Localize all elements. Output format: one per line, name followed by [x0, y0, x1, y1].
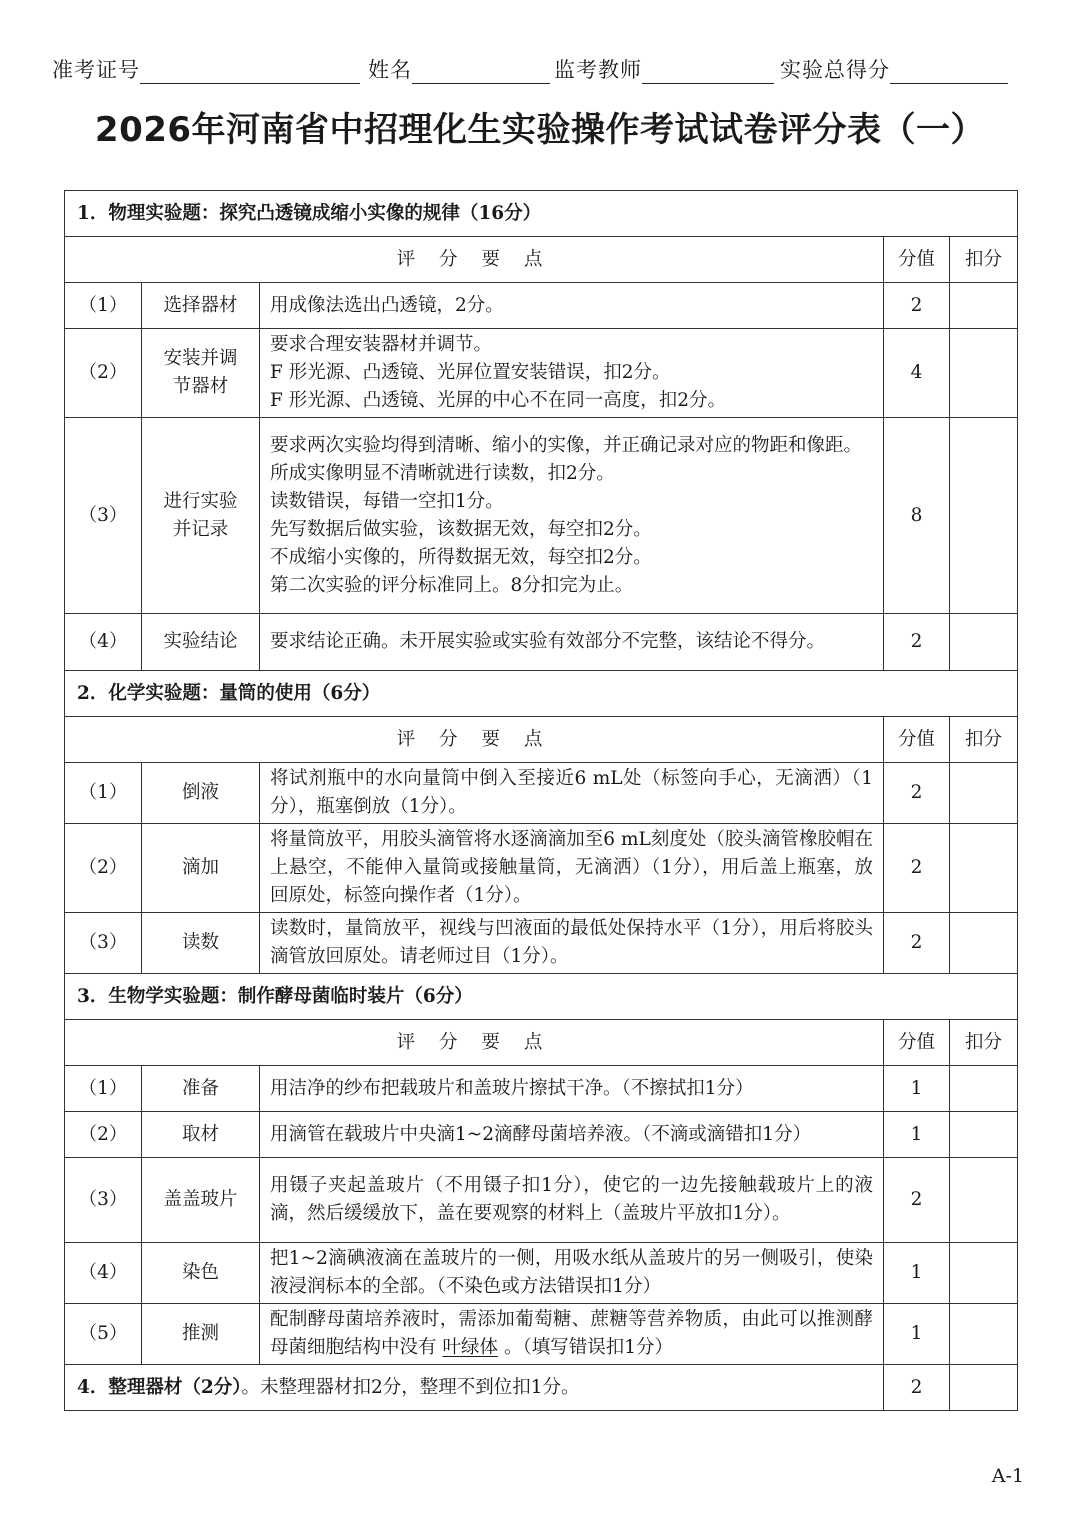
section-row — [65, 974, 1018, 1020]
table-row — [65, 1066, 1018, 1112]
deduct-cell[interactable] — [950, 1365, 1018, 1411]
deduct-cell[interactable] — [950, 824, 1018, 913]
table-row — [65, 614, 1018, 671]
row-criteria — [260, 824, 884, 913]
criteria-line: 用滴管在载玻片中央滴1~2滴酵母菌培养液。（不滴或滴错扣1分） — [270, 1123, 812, 1145]
row-number: （1） — [65, 763, 142, 824]
criteria-line: 把1~2滴碘液滴在盖玻片的一侧，用吸水纸从盖玻片的另一侧吸引，使染液浸润标本的全部。（不染色或方法错误扣1分） — [270, 1248, 873, 1297]
header-value: 分值 — [884, 717, 950, 763]
criteria-line: 读数时，量筒放平，视线与凹液面的最低处保持水平（1分），用后将胶头滴管放回原处。请老师过目（1分）。 — [270, 918, 873, 967]
header-value: 分值 — [884, 237, 950, 283]
criteria-line: 用成像法选出凸透镜，2分。 — [270, 294, 504, 316]
row-number: （3） — [65, 913, 142, 974]
deduct-cell[interactable] — [950, 1066, 1018, 1112]
row-number: （3） — [65, 418, 142, 614]
header-deduct: 扣分 — [950, 237, 1018, 283]
criteria-line: 将试剂瓶中的水向量筒中倒入至接近6 mL处（标签向手心，无滴洒）（1分），瓶塞倒放（1分）。 — [270, 768, 873, 817]
deduct-cell[interactable] — [950, 1304, 1018, 1365]
table-row — [65, 824, 1018, 913]
table-row — [65, 913, 1018, 974]
row-item: 读数 — [142, 913, 260, 974]
row-value: 8 — [884, 418, 950, 614]
exam-header-fields — [52, 54, 1042, 86]
row-number: （5） — [65, 1304, 142, 1365]
row-item: 准备 — [142, 1066, 260, 1112]
row-item: 安装并调节器材 — [142, 329, 260, 418]
total-score-label: 实验总得分 — [780, 58, 890, 82]
row-value: 1 — [884, 1304, 950, 1365]
criteria-line: 不成缩小实像的，所得数据无效，每空扣2分。 — [270, 546, 652, 568]
row-value: 2 — [884, 1365, 950, 1411]
table-header-row — [65, 1020, 1018, 1066]
section-row — [65, 671, 1018, 717]
criteria-line: F 形光源、凸透镜、光屏位置安装错误，扣2分。 — [270, 362, 671, 383]
criteria-line: 先写数据后做实验，该数据无效，每空扣2分。 — [270, 518, 652, 540]
row-value: 1 — [884, 1066, 950, 1112]
row-value: 4 — [884, 329, 950, 418]
row-criteria — [260, 283, 884, 329]
row-item: 染色 — [142, 1243, 260, 1304]
row-number: （4） — [65, 1243, 142, 1304]
deduct-cell[interactable] — [950, 329, 1018, 418]
section-title: 1．物理实验题：探究凸透镜成缩小实像的规律（16分） — [65, 191, 1018, 237]
row-criteria — [260, 614, 884, 671]
table-row — [65, 329, 1018, 418]
header-points: 评 分 要 点 — [65, 1020, 884, 1066]
table-row — [65, 283, 1018, 329]
proctor-blank[interactable] — [642, 61, 774, 84]
row-criteria — [260, 1304, 884, 1365]
section4-text: 。未整理器材扣2分，整理不到位扣1分。 — [241, 1376, 580, 1398]
table-row — [65, 1158, 1018, 1243]
row-number: （3） — [65, 1158, 142, 1243]
section-title: 2．化学实验题：量筒的使用（6分） — [65, 671, 1018, 717]
row-value: 2 — [884, 824, 950, 913]
exam-id-label: 准考证号 — [52, 58, 140, 82]
page-number: A-1 — [991, 1465, 1024, 1487]
table-row — [65, 418, 1018, 614]
criteria-line: 第二次实验的评分标准同上。8分扣完为止。 — [270, 574, 634, 596]
row-value: 1 — [884, 1112, 950, 1158]
criteria-line: 用镊子夹起盖玻片（不用镊子扣1分），使它的一边先接触载玻片上的液滴，然后缓缓放下，盖在要观察的材料上（盖玻片平放扣1分）。 — [270, 1175, 873, 1224]
row-criteria — [260, 1066, 884, 1112]
name-blank[interactable] — [412, 61, 550, 84]
page-title: 2026年河南省中招理化生实验操作考试试卷评分表（一） — [94, 110, 986, 150]
row-item: 推测 — [142, 1304, 260, 1365]
table-row — [65, 1112, 1018, 1158]
criteria-line: 要求合理安装器材并调节。 — [270, 334, 493, 355]
row-item: 实验结论 — [142, 614, 260, 671]
row-criteria — [260, 1158, 884, 1243]
header-deduct: 扣分 — [950, 1020, 1018, 1066]
row-item: 倒液 — [142, 763, 260, 824]
section-title: 3．生物学实验题：制作酵母菌临时装片（6分） — [65, 974, 1018, 1020]
criteria-text: 。（填写错误扣1分） — [504, 1337, 674, 1358]
row-criteria — [260, 329, 884, 418]
row-criteria — [260, 913, 884, 974]
section-row — [65, 191, 1018, 237]
deduct-cell[interactable] — [950, 614, 1018, 671]
row-number: （2） — [65, 1112, 142, 1158]
section-row — [65, 1365, 1018, 1411]
criteria-line: 读数错误，每错一空扣1分。 — [270, 490, 504, 512]
row-value: 2 — [884, 283, 950, 329]
row-value: 2 — [884, 1158, 950, 1243]
deduct-cell[interactable] — [950, 913, 1018, 974]
table-header-row — [65, 237, 1018, 283]
deduct-cell[interactable] — [950, 1243, 1018, 1304]
criteria-text: 配制酵母菌培养液时，需添加葡萄糖、蔗糖等营养物质，由此可以推测酵母菌细胞结构中没有 — [270, 1309, 873, 1358]
row-item: 取材 — [142, 1112, 260, 1158]
deduct-cell[interactable] — [950, 1158, 1018, 1243]
row-criteria — [260, 1243, 884, 1304]
header-value: 分值 — [884, 1020, 950, 1066]
criteria-line: 要求两次实验均得到清晰、缩小的实像，并正确记录对应的物距和像距。 — [270, 434, 863, 456]
header-points: 评 分 要 点 — [65, 717, 884, 763]
row-number: （2） — [65, 329, 142, 418]
exam-id-blank[interactable] — [140, 61, 360, 84]
row-number: （1） — [65, 1066, 142, 1112]
section-title — [65, 1365, 884, 1411]
row-item: 滴加 — [142, 824, 260, 913]
deduct-cell[interactable] — [950, 283, 1018, 329]
table-header-row — [65, 717, 1018, 763]
criteria-line: 要求结论正确。未开展实验或实验有效部分不完整，该结论不得分。 — [270, 631, 826, 652]
scoring-table — [64, 190, 1018, 1411]
row-number: （1） — [65, 283, 142, 329]
criteria-line: 用洁净的纱布把载玻片和盖玻片擦拭干净。（不擦拭扣1分） — [270, 1077, 754, 1099]
row-number: （4） — [65, 614, 142, 671]
total-score-blank[interactable] — [890, 61, 1008, 84]
row-value: 2 — [884, 614, 950, 671]
section4-title: 4．整理器材（2分） — [77, 1376, 242, 1398]
answer-blank[interactable]: 叶绿体 — [442, 1337, 499, 1358]
criteria-line: 将量筒放平，用胶头滴管将水逐滴滴加至6 mL刻度处（胶头滴管橡胶帽在上悬空，不能伸入量筒或接触量筒，无滴洒）（1分），用后盖上瓶塞，放回原处，标签向操作者（1分）。 — [270, 829, 873, 906]
row-number: （2） — [65, 824, 142, 913]
row-value: 2 — [884, 763, 950, 824]
row-value: 1 — [884, 1243, 950, 1304]
deduct-cell[interactable] — [950, 418, 1018, 614]
deduct-cell[interactable] — [950, 1112, 1018, 1158]
table-row — [65, 1304, 1018, 1365]
row-criteria — [260, 1112, 884, 1158]
row-criteria — [260, 763, 884, 824]
criteria-line: F 形光源、凸透镜、光屏的中心不在同一高度，扣2分。 — [270, 390, 726, 411]
row-item: 选择器材 — [142, 283, 260, 329]
row-item: 盖盖玻片 — [142, 1158, 260, 1243]
name-label: 姓名 — [368, 58, 412, 82]
row-criteria — [260, 418, 884, 614]
table-row — [65, 763, 1018, 824]
deduct-cell[interactable] — [950, 763, 1018, 824]
header-deduct: 扣分 — [950, 717, 1018, 763]
proctor-label: 监考教师 — [554, 58, 642, 82]
table-row — [65, 1243, 1018, 1304]
header-points: 评 分 要 点 — [65, 237, 884, 283]
row-item: 进行实验并记录 — [142, 418, 260, 614]
criteria-line: 所成实像明显不清晰就进行读数，扣2分。 — [270, 462, 615, 484]
row-value: 2 — [884, 913, 950, 974]
